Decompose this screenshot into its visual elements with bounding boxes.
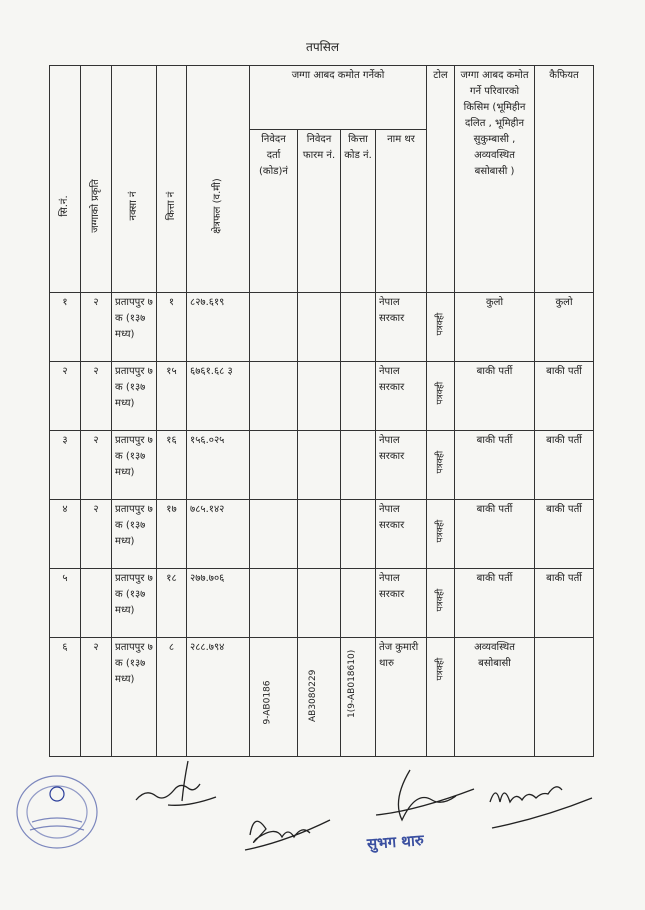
header-form-no: निवेदन फारम नं. xyxy=(298,130,341,293)
table-row xyxy=(50,500,594,569)
cell-map: प्रतापपुर ७ क (१३७ मध्य) xyxy=(112,293,157,362)
cell-map: प्रतापपुर ७ क (१३७ मध्य) xyxy=(112,431,157,500)
header-application-reg: निवेदन दर्ता (कोड)नं xyxy=(250,130,298,293)
cell-tole: पत्रक्ही xyxy=(427,362,455,431)
cell-plot: १६ xyxy=(157,431,187,500)
cell-family: बाकी पर्ती xyxy=(455,362,535,431)
cell-name: नेपाल सरकार xyxy=(376,500,427,569)
table-row xyxy=(50,638,594,757)
table-row xyxy=(50,431,594,500)
table-row xyxy=(50,569,594,638)
table-row xyxy=(50,362,594,431)
cell-remarks: कुलो xyxy=(535,293,594,362)
header-map-no: नक्सा नं xyxy=(112,66,157,293)
cell-tole: पत्रक्ही xyxy=(427,638,455,757)
cell-area: १५६.०२५ xyxy=(187,431,250,500)
cell-form: AB3080229 xyxy=(298,638,341,757)
cell-family: बाकी पर्ती xyxy=(455,500,535,569)
cell-area: ८२७.६१९ xyxy=(187,293,250,362)
table-row xyxy=(50,293,594,362)
cell-land-type: २ xyxy=(81,638,112,757)
cell-sn: ६ xyxy=(50,638,81,757)
cell-plot: १७ xyxy=(157,500,187,569)
cell-tole: पत्रक्ही xyxy=(427,293,455,362)
cell-code xyxy=(341,362,376,431)
header-group: जग्गा आबद कमोत गर्नेको xyxy=(250,66,427,130)
cell-name: नेपाल सरकार xyxy=(376,362,427,431)
cell-tole: पत्रक्ही xyxy=(427,431,455,500)
cell-code xyxy=(341,431,376,500)
cell-remarks: बाकी पर्ती xyxy=(535,569,594,638)
cell-app xyxy=(250,431,298,500)
cell-area: २७७.७०६ xyxy=(187,569,250,638)
page-title: तपसिल xyxy=(305,40,339,54)
cell-map: प्रतापपुर ७ क (१३७ मध्य) xyxy=(112,500,157,569)
cell-area: २८८.७९४ xyxy=(187,638,250,757)
cell-sn: ३ xyxy=(50,431,81,500)
cell-app xyxy=(250,293,298,362)
cell-app xyxy=(250,569,298,638)
header-name: नाम थर xyxy=(376,130,427,293)
cell-form xyxy=(298,431,341,500)
cell-sn: १ xyxy=(50,293,81,362)
cell-form xyxy=(298,362,341,431)
header-remarks: कैफियत xyxy=(535,66,594,293)
cell-app xyxy=(250,362,298,431)
cell-land-type: २ xyxy=(81,431,112,500)
cell-family: बाकी पर्ती xyxy=(455,569,535,638)
header-plot-code: कित्ता कोड नं. xyxy=(341,130,376,293)
cell-code xyxy=(341,569,376,638)
cell-land-type xyxy=(81,569,112,638)
cell-tole: पत्रक्ही xyxy=(427,569,455,638)
cell-map: प्रतापपुर ७ क (१३७ मध्य) xyxy=(112,569,157,638)
cell-map: प्रतापपुर ७ क (१३७ मध्य) xyxy=(112,638,157,757)
cell-form xyxy=(298,293,341,362)
header-area: क्षेत्रफल (व.मी) xyxy=(187,66,250,293)
cell-land-type: २ xyxy=(81,362,112,431)
cell-tole: पत्रक्ही xyxy=(427,500,455,569)
cell-sn: ४ xyxy=(50,500,81,569)
cell-code xyxy=(341,500,376,569)
cell-area: ७८५.१४२ xyxy=(187,500,250,569)
header-sn: सि.नं. xyxy=(50,66,81,293)
cell-plot: ८ xyxy=(157,638,187,757)
official-seal xyxy=(12,772,102,852)
cell-form xyxy=(298,569,341,638)
cell-map: प्रतापपुर ७ क (१३७ मध्य) xyxy=(112,362,157,431)
cell-remarks: बाकी पर्ती xyxy=(535,362,594,431)
cell-remarks xyxy=(535,638,594,757)
signature-4 xyxy=(480,770,600,840)
cell-app: 9-AB0186 xyxy=(250,638,298,757)
header-family-type: जग्गा आबद कमोत गर्ने परिवारको किसिम (भूमिहीन दलित , भूमिहीन सुकुम्बासी , अव्यवस्थित बसोबासी ) xyxy=(455,66,535,293)
cell-code: 1(9-AB018610) xyxy=(341,638,376,757)
cell-sn: २ xyxy=(50,362,81,431)
cell-family: अव्यवस्थित बसोबासी xyxy=(455,638,535,757)
cell-plot: १५ xyxy=(157,362,187,431)
cell-sn: ५ xyxy=(50,569,81,638)
cell-plot: १८ xyxy=(157,569,187,638)
cell-family: बाकी पर्ती xyxy=(455,431,535,500)
signature-1 xyxy=(128,755,223,815)
cell-name: नेपाल सरकार xyxy=(376,569,427,638)
header-tole: टोल xyxy=(427,66,455,293)
cell-name: तेज कुमारी थारु xyxy=(376,638,427,757)
cell-name: नेपाल सरकार xyxy=(376,293,427,362)
cell-family: कुलो xyxy=(455,293,535,362)
cell-form xyxy=(298,500,341,569)
cell-land-type: २ xyxy=(81,293,112,362)
cell-area: ६७६१.६८ ३ xyxy=(187,362,250,431)
cell-code xyxy=(341,293,376,362)
cell-land-type: २ xyxy=(81,500,112,569)
header-land-type: जग्गाको प्रकृति xyxy=(81,66,112,293)
cell-remarks: बाकी पर्ती xyxy=(535,500,594,569)
cell-name: नेपाल सरकार xyxy=(376,431,427,500)
signature-3 xyxy=(370,765,480,835)
cell-plot: १ xyxy=(157,293,187,362)
header-plot-no: कित्ता नं xyxy=(157,66,187,293)
signature-2 xyxy=(240,805,335,855)
signature-stamp: सुभग थारु xyxy=(366,831,425,853)
land-details-table xyxy=(49,65,594,757)
cell-remarks: बाकी पर्ती xyxy=(535,431,594,500)
cell-app xyxy=(250,500,298,569)
